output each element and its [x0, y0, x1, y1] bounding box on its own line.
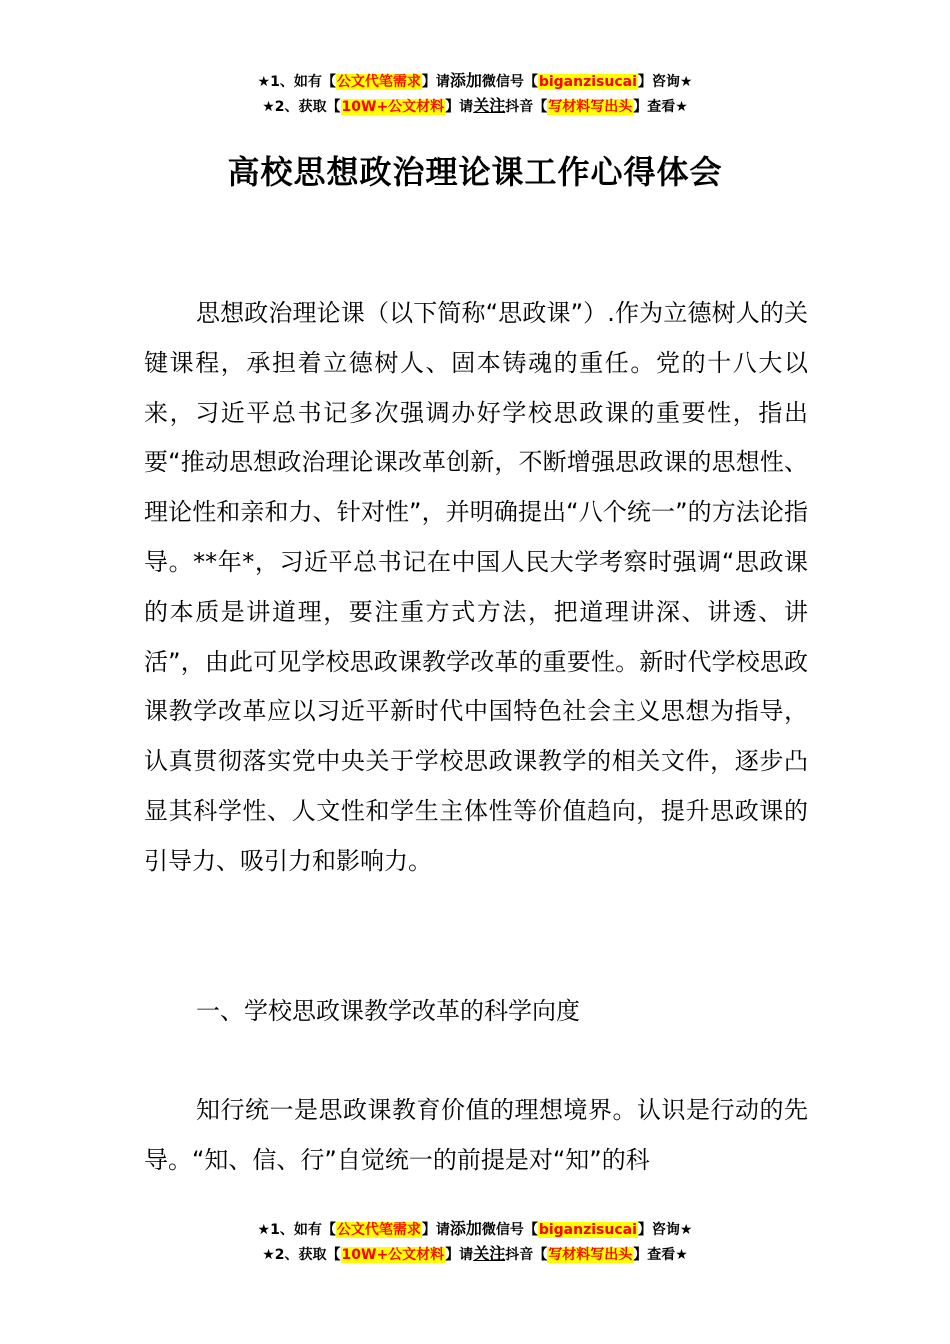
section-heading-container: [144, 987, 808, 1037]
banner-text: ★1、如有【: [257, 74, 336, 90]
banner-highlight: 写材料写出头: [548, 99, 633, 115]
banner-line-1: [0, 69, 950, 94]
banner-text: ★2、获取【: [262, 1247, 341, 1263]
footer-banner: [0, 1217, 950, 1267]
banner-line-2: [0, 94, 950, 119]
banner-text: 微信号【: [481, 74, 538, 90]
banner-emphasis: 关注: [473, 96, 506, 115]
banner-text: ★1、如有【: [257, 1222, 336, 1238]
body-paragraph-2-container: [144, 1086, 808, 1186]
banner-highlight: 写材料写出头: [548, 1247, 633, 1263]
header-banner: [0, 69, 950, 119]
banner-text: 】咨询★: [637, 74, 693, 90]
banner-emphasis: 关注: [473, 1244, 506, 1263]
banner-text: 】请: [421, 74, 450, 90]
banner-emphasis: 添加: [449, 1219, 482, 1238]
banner-highlight: 公文代笔需求: [336, 74, 421, 90]
banner-highlight: biganzisucai: [538, 74, 637, 90]
banner-text: 】请: [445, 1247, 474, 1263]
banner-highlight: biganzisucai: [538, 1222, 637, 1238]
banner-highlight: 10W+公文材料: [341, 1247, 445, 1263]
document-title: 高校思想政治理论课工作心得体会: [227, 153, 723, 191]
banner-highlight: 10W+公文材料: [341, 99, 445, 115]
banner-highlight: 公文代笔需求: [336, 1222, 421, 1238]
banner-text: 抖音【: [505, 99, 548, 115]
body-paragraph: 思想政治理论课（以下简称“思政课”）.作为立德树人的关键课程，承担着立德树人、固本铸魂的重任。党的十八大以来，习近平总书记多次强调办好学校思政课的重要性，指出要“推动思想政治理论课改革创新，不断增强思政课的思想性、理论性和亲和力、针对性”，并明确提出“八个统一”的方法论指导。**年*，习近平总书记在中国人民大学考察时强调“思政课的本质是讲道理，要注重方式方法，把道理讲深、讲透、讲活”，由此可见学校思政课教学改革的重要性。新时代学校思政课教学改革应以习近平新时代中国特色社会主义思想为指导，认真贯彻落实党中央关于学校思政课教学的相关文件，逐步凸显其科学性、人文性和学生主体性等价值趋向，提升思政课的引导力、吸引力和影响力。: [144, 299, 808, 875]
banner-text: 】查看★: [633, 99, 688, 115]
banner-line-2: [0, 1242, 950, 1267]
banner-line-1: [0, 1217, 950, 1242]
body-paragraph: 知行统一是思政课教育价值的理想境界。认识是行动的先导。“知、信、行”自觉统一的前提是对“知”的科: [144, 1096, 808, 1174]
banner-text: 抖音【: [505, 1247, 548, 1263]
banner-text: ★2、获取【: [262, 99, 341, 115]
banner-text: 】咨询★: [637, 1222, 693, 1238]
body-paragraph-1-container: [144, 289, 808, 887]
banner-text: 】请: [445, 99, 474, 115]
banner-text: 】请: [421, 1222, 450, 1238]
section-heading: 一、学校思政课教学改革的科学向度: [196, 997, 580, 1025]
banner-emphasis: 添加: [449, 71, 482, 90]
banner-text: 微信号【: [481, 1222, 538, 1238]
banner-text: 】查看★: [633, 1247, 688, 1263]
